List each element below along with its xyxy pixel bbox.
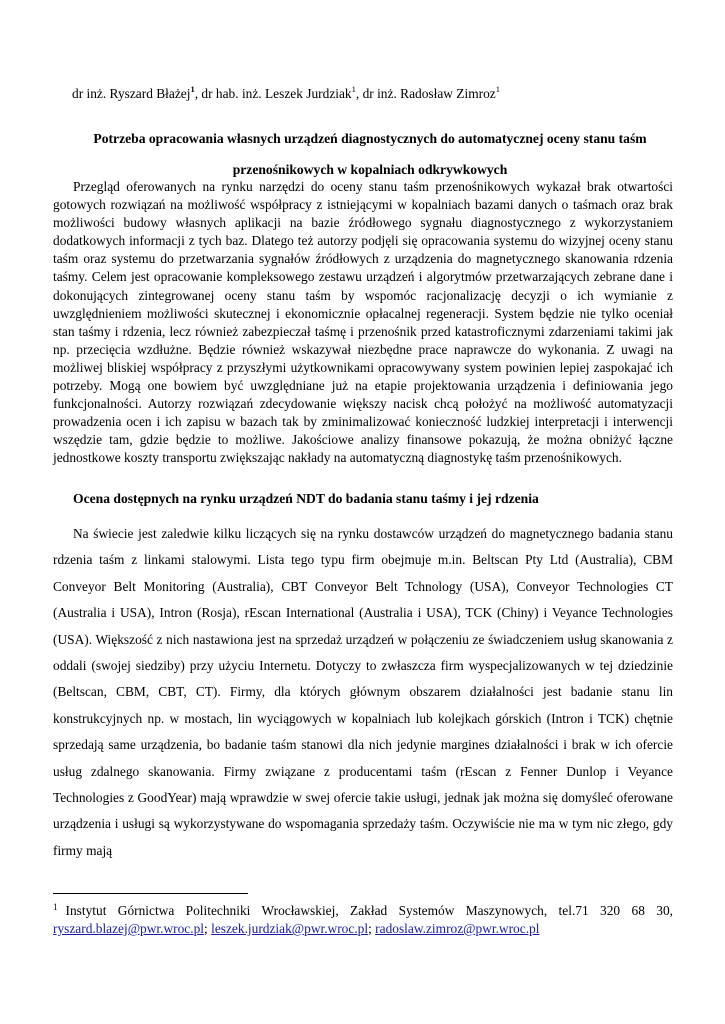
author-name: dr inż. Ryszard Błażej xyxy=(72,86,191,101)
affiliation-marker: 1 xyxy=(190,84,195,94)
footnote-divider xyxy=(53,893,248,894)
email-link[interactable]: ryszard.blazej@pwr.wroc.pl xyxy=(53,921,205,936)
email-link[interactable]: leszek.jurdziak@pwr.wroc.pl xyxy=(211,921,369,936)
footnote xyxy=(53,902,673,938)
author-name: dr hab. inż. Leszek Jurdziak xyxy=(201,86,352,101)
author-name: dr inż. Radosław Zimroz xyxy=(362,86,496,101)
section-heading: Ocena dostępnych na rynku urządzeń NDT do badania stanu taśmy i jej rdzenia xyxy=(73,491,539,506)
author-separator: , xyxy=(355,86,363,101)
email-link[interactable]: radoslaw.zimroz@pwr.wroc.pl xyxy=(375,921,540,936)
body-paragraph: Na świecie jest zaledwie kilku liczących się na rynku dostawców urządzeń do magnetycznego badania stanu rdzenia taśm z linkami stalowymi. Lista tego typu firm obejmuje m.in. Beltscan Pty Ltd (Australia), CBM Conveyor Belt Monitoring (Australia), CBT Conveyor Belt Tchnology (USA), Conveyor Technologies CT (Australia i USA), Intron (Rosja), rEscan International (Australia i USA), TCK (Chiny) i Veyance Technologies (USA). Większość z nich nastawiona jest na sprzedaż urządzeń w połączeniu ze świadczeniem usług skanowania z oddali (swojej siedziby) przy użyciu Internetu. Dotyczy to zwłaszcza firm wyspecjalizowanych w tej dziedzinie (Beltscan, CBM, CBT, CT). Firmy, dla których głównym obszarem działalności jest badanie stanu lin konstrukcyjnych np. w mostach, lin wyciągowych w kopalniach lub kolejkach górskich (Intron i TCK) chętnie sprzedają same urządzenia, bo badanie taśm stanowi dla nich jedynie margines działalności i brak w ich ofercie usług zdalnego skanowania. Firmy związane z producentami taśm (rEscan z Fenner Dunlop i Veyance Technologies z GoodYear) mają wprawdzie w swej ofercie takie usługi, jednak jak można się domyśleć oferowane urządzenia i usługi są wykorzystywane do wspomagania sprzedaży taśm. Oczywiście nie ma w tym nic złego, gdy firmy mają xyxy=(53,526,673,858)
author-line xyxy=(72,86,500,102)
affiliation-marker: 1 xyxy=(351,84,356,94)
footnote-marker: 1 xyxy=(53,902,58,912)
email-separator: ; xyxy=(368,921,376,936)
footnote-text: Instytut Górnictwa Politechniki Wrocławskiej, Zakład Systemów Maszynowych, tel.71 320 68 30, xyxy=(65,903,673,918)
author-separator: , xyxy=(194,86,202,101)
body-paragraph: Przegląd oferowanych na rynku narzędzi do oceny stanu taśm przenośnikowych wykazał brak otwartości gotowych rozwiązań na możliwość współpracy z istniejącymi w kopalniach bazami danych o taśmach oraz brak możliwości budowy własnych aplikacji na bazie źródłowego sygnału diagnostycznego z wykorzystaniem dodatkowych informacji z tych baz. Dlatego też autorzy podjęli się opracowania systemu do wizyjnej oceny stanu taśm oraz systemu do przetwarzania sygnałów źródłowych z urządzenia do magnetycznego skanowania rdzenia taśmy. Celem jest opracowanie kompleksowego zestawu urządzeń i algorytmów przetwarzających zebrane dane i dokonujących zintegrowanej oceny stanu taśm by wspomóc racjonalizację decyzji o ich wymianie z uwzględnieniem możliwości skutecznej i ekonomicznie opłacalnej regeneracji. System będzie nie tylko oceniał stan taśmy i rdzenia, lecz również zabezpieczał taśmę i przenośnik przed katastroficznymi zdarzeniami takimi jak np. przecięcia wzdłużne. Będzie również wskazywał niezbędne prace naprawcze do wykonania. Z uwagi na możliwej bliskiej współpracy z przyszłymi użytkownikami opracowywany system powinien lepiej zaspokajać ich potrzeby. Mogą one bowiem być uwzględniane już na etapie projektowania urządzenia i definiowania jego funkcjonalności. Autorzy rozwiązań zdecydowanie większy nacisk chcą położyć na możliwość automatyzacji prowadzenia ocen i ich zapisu w bazach tak by zminimalizować konieczność ludzkiej interpretacji i interwencji wszędzie tam, gdzie będzie to możliwe. Jakościowe analizy finansowe pokazują, że można obniżyć łączne jednostkowe koszty transportu zwiększając nakłady na automatyczną diagnostykę taśm przenośnikowych. xyxy=(53,179,673,466)
affiliation-marker: 1 xyxy=(495,84,500,94)
email-separator: ; xyxy=(204,921,212,936)
paper-title: Potrzeba opracowania własnych urządzeń diagnostycznych do automatycznej oceny stanu taśm przenośnikowych w kopalniach odkrywkowych xyxy=(93,131,647,177)
